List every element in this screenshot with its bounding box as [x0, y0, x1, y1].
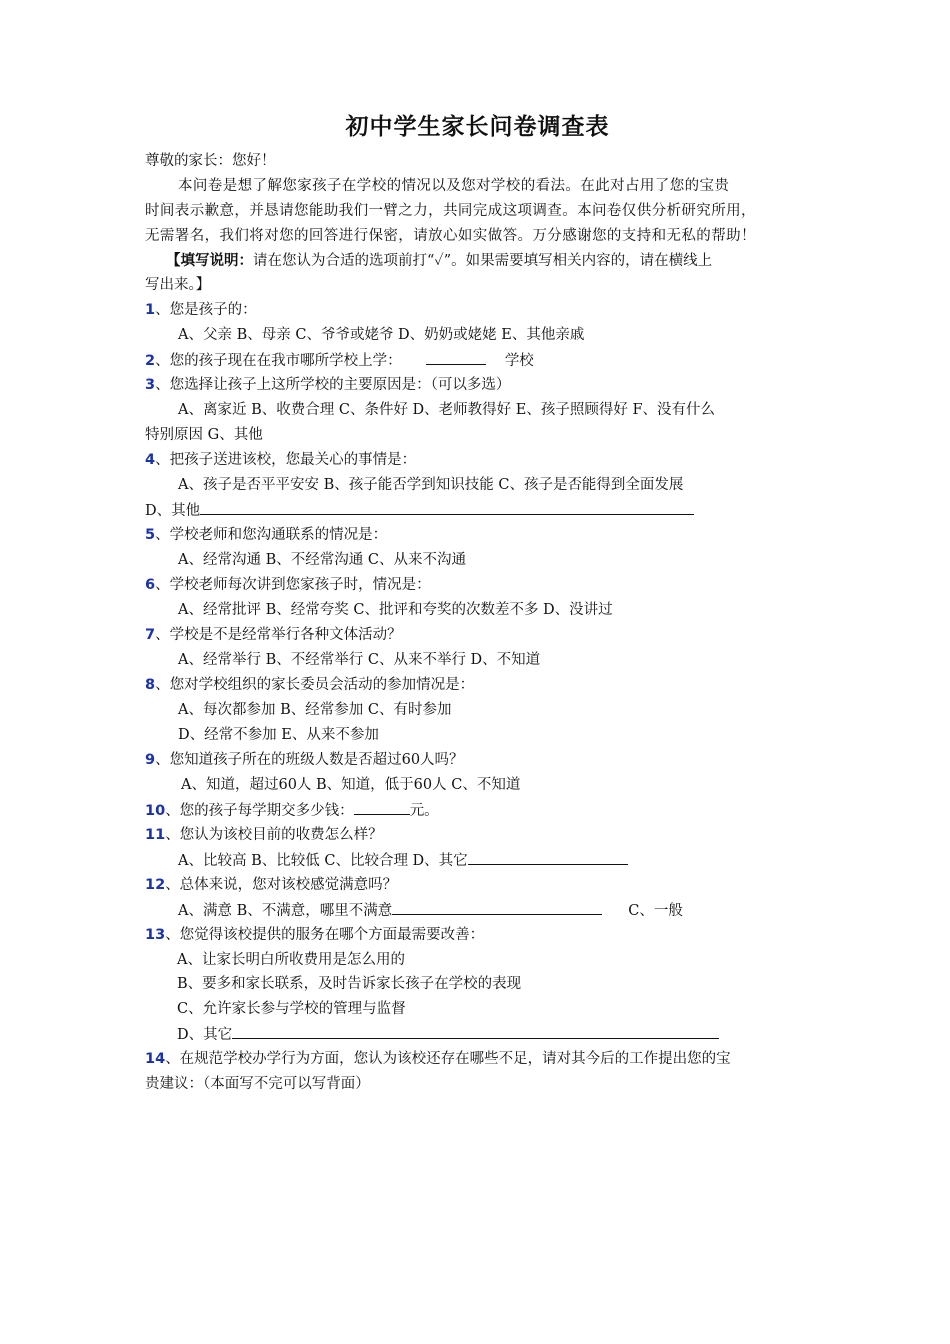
question-number: 6 [145, 577, 156, 593]
question-10 [145, 800, 439, 821]
option-c[interactable]: C、一般 [628, 903, 683, 919]
intro-line-1: 本问卷是想了解您家孩子在学校的情况以及您对学校的看法。在此对占用了您的宝贵 [178, 178, 730, 194]
question-3-options-1[interactable]: A、离家近 B、收费合理 C、条件好 D、老师教得好 E、孩子照顾得好 F、没有什么 [178, 402, 716, 418]
question-3 [145, 375, 510, 395]
question-number: 8 [145, 677, 156, 693]
options-text[interactable]: A、满意 B、不满意，哪里不满意 [178, 903, 393, 919]
question-number: 9 [145, 752, 156, 768]
dissatisfaction-blank[interactable] [392, 900, 602, 915]
question-text: 、您对学校组织的家长委员会活动的参加情况是： [155, 677, 475, 693]
question-text: 、您是孩子的： [155, 302, 257, 318]
question-12-options [178, 900, 683, 921]
question-text: 、把孩子送进该校，您最关心的事情是： [155, 452, 417, 468]
school-blank[interactable] [426, 350, 486, 365]
intro-line-2: 时间表示歉意，并恳请您能助我们一臂之力，共同完成这项调查。本问卷仅供分析研究所用， [145, 203, 756, 219]
instructions-text: 请在您认为合适的选项前打“✓”。如果需要填写相关内容的，请在横线上 [253, 253, 713, 269]
question-13-option-b[interactable]: B、要多和家长联系，及时告诉家长孩子在学校的表现 [177, 976, 522, 992]
other-option[interactable]: D、其它 [177, 1027, 233, 1043]
page-title: 初中学生家长问卷调查表 [345, 114, 610, 140]
question-number: 10 [145, 803, 166, 819]
question-12 [145, 875, 397, 895]
question-6 [145, 575, 431, 595]
question-text: 、学校是不是经常举行各种文体活动？ [155, 627, 402, 643]
options-text[interactable]: A、比较高 B、比较低 C、比较合理 D、其它 [178, 853, 468, 869]
question-9-options[interactable]: A、知道，超过60人 B、知道，低于60人 C、不知道 [181, 777, 521, 793]
question-suffix: 元。 [409, 803, 439, 819]
question-4-options-1[interactable]: A、孩子是否平平安安 B、孩子能否学到知识技能 C、孩子是否能得到全面发展 [178, 477, 684, 493]
greeting: 尊敬的家长：您好！ [145, 153, 276, 169]
question-text: 、在规范学校办学行为方面，您认为该校还存在哪些不足，请对其今后的工作提出您的宝 [165, 1051, 731, 1067]
question-5 [145, 525, 387, 545]
question-text: 、您选择让孩子上这所学校的主要原因是：（可以多选） [155, 377, 511, 393]
instructions-label: 【填写说明： [166, 253, 253, 269]
question-14-line-2: 贵建议：（本面写不完可以写背面） [145, 1076, 370, 1092]
question-14 [145, 1049, 731, 1069]
question-13-option-d [177, 1024, 719, 1045]
question-number: 7 [145, 627, 156, 643]
other-blank[interactable] [232, 1024, 719, 1039]
question-text: 、总体来说，您对该校感觉满意吗？ [165, 877, 398, 893]
question-2 [145, 350, 534, 371]
question-number: 13 [145, 927, 166, 943]
other-blank[interactable] [468, 850, 628, 865]
question-number: 2 [145, 353, 156, 369]
question-13 [145, 925, 484, 945]
question-3-options-2[interactable]: 特别原因 G、其他 [145, 427, 263, 443]
intro-line-3: 无需署名，我们将对您的回答进行保密，请放心如实做答。万分感谢您的支持和无私的帮助！ [145, 228, 756, 244]
question-number: 14 [145, 1051, 166, 1067]
question-text: 、您知道孩子所在的班级人数是否超过60人吗？ [155, 752, 464, 768]
question-11 [145, 825, 383, 845]
question-8-options-2[interactable]: D、经常不参加 E、从来不参加 [178, 727, 379, 743]
question-text: 、您觉得该校提供的服务在哪个方面最需要改善： [165, 927, 485, 943]
question-text: 、您认为该校目前的收费怎么样？ [165, 827, 383, 843]
question-8-options-1[interactable]: A、每次都参加 B、经常参加 C、有时参加 [178, 702, 452, 718]
question-5-options[interactable]: A、经常沟通 B、不经常沟通 C、从来不沟通 [178, 552, 466, 568]
question-8 [145, 675, 474, 695]
question-number: 1 [145, 302, 156, 318]
question-number: 12 [145, 877, 166, 893]
question-13-option-c[interactable]: C、允许家长参与学校的管理与监督 [177, 1001, 406, 1017]
question-number: 11 [145, 827, 166, 843]
instructions-line-2: 写出来。】 [145, 277, 211, 293]
question-text: 、您的孩子现在在我市哪所学校上学： [155, 353, 402, 369]
question-text: 、您的孩子每学期交多少钱： [165, 803, 354, 819]
question-text: 、学校老师和您沟通联系的情况是： [155, 527, 388, 543]
question-suffix: 学校 [504, 353, 534, 369]
question-number: 3 [145, 377, 156, 393]
question-4 [145, 450, 416, 470]
fee-blank[interactable] [354, 800, 410, 815]
question-number: 5 [145, 527, 156, 543]
question-9 [145, 750, 464, 770]
other-blank[interactable] [200, 500, 694, 515]
question-6-options[interactable]: A、经常批评 B、经常夸奖 C、批评和夸奖的次数差不多 D、没讲过 [178, 602, 613, 618]
question-13-option-a[interactable]: A、让家长明白所收费用是怎么用的 [177, 952, 405, 968]
question-7-options[interactable]: A、经常举行 B、不经常举行 C、从来不举行 D、不知道 [178, 652, 541, 668]
other-option[interactable]: D、其他 [145, 503, 201, 519]
question-4-options-2 [145, 500, 694, 521]
question-11-options [178, 850, 628, 871]
question-1-options[interactable]: A、父亲 B、母亲 C、爷爷或姥爷 D、奶奶或姥姥 E、其他亲戚 [178, 327, 585, 343]
question-text: 、学校老师每次讲到您家孩子时，情况是： [155, 577, 431, 593]
question-number: 4 [145, 452, 156, 468]
question-1 [145, 300, 257, 320]
instructions-line-1 [166, 251, 712, 271]
question-7 [145, 625, 402, 645]
